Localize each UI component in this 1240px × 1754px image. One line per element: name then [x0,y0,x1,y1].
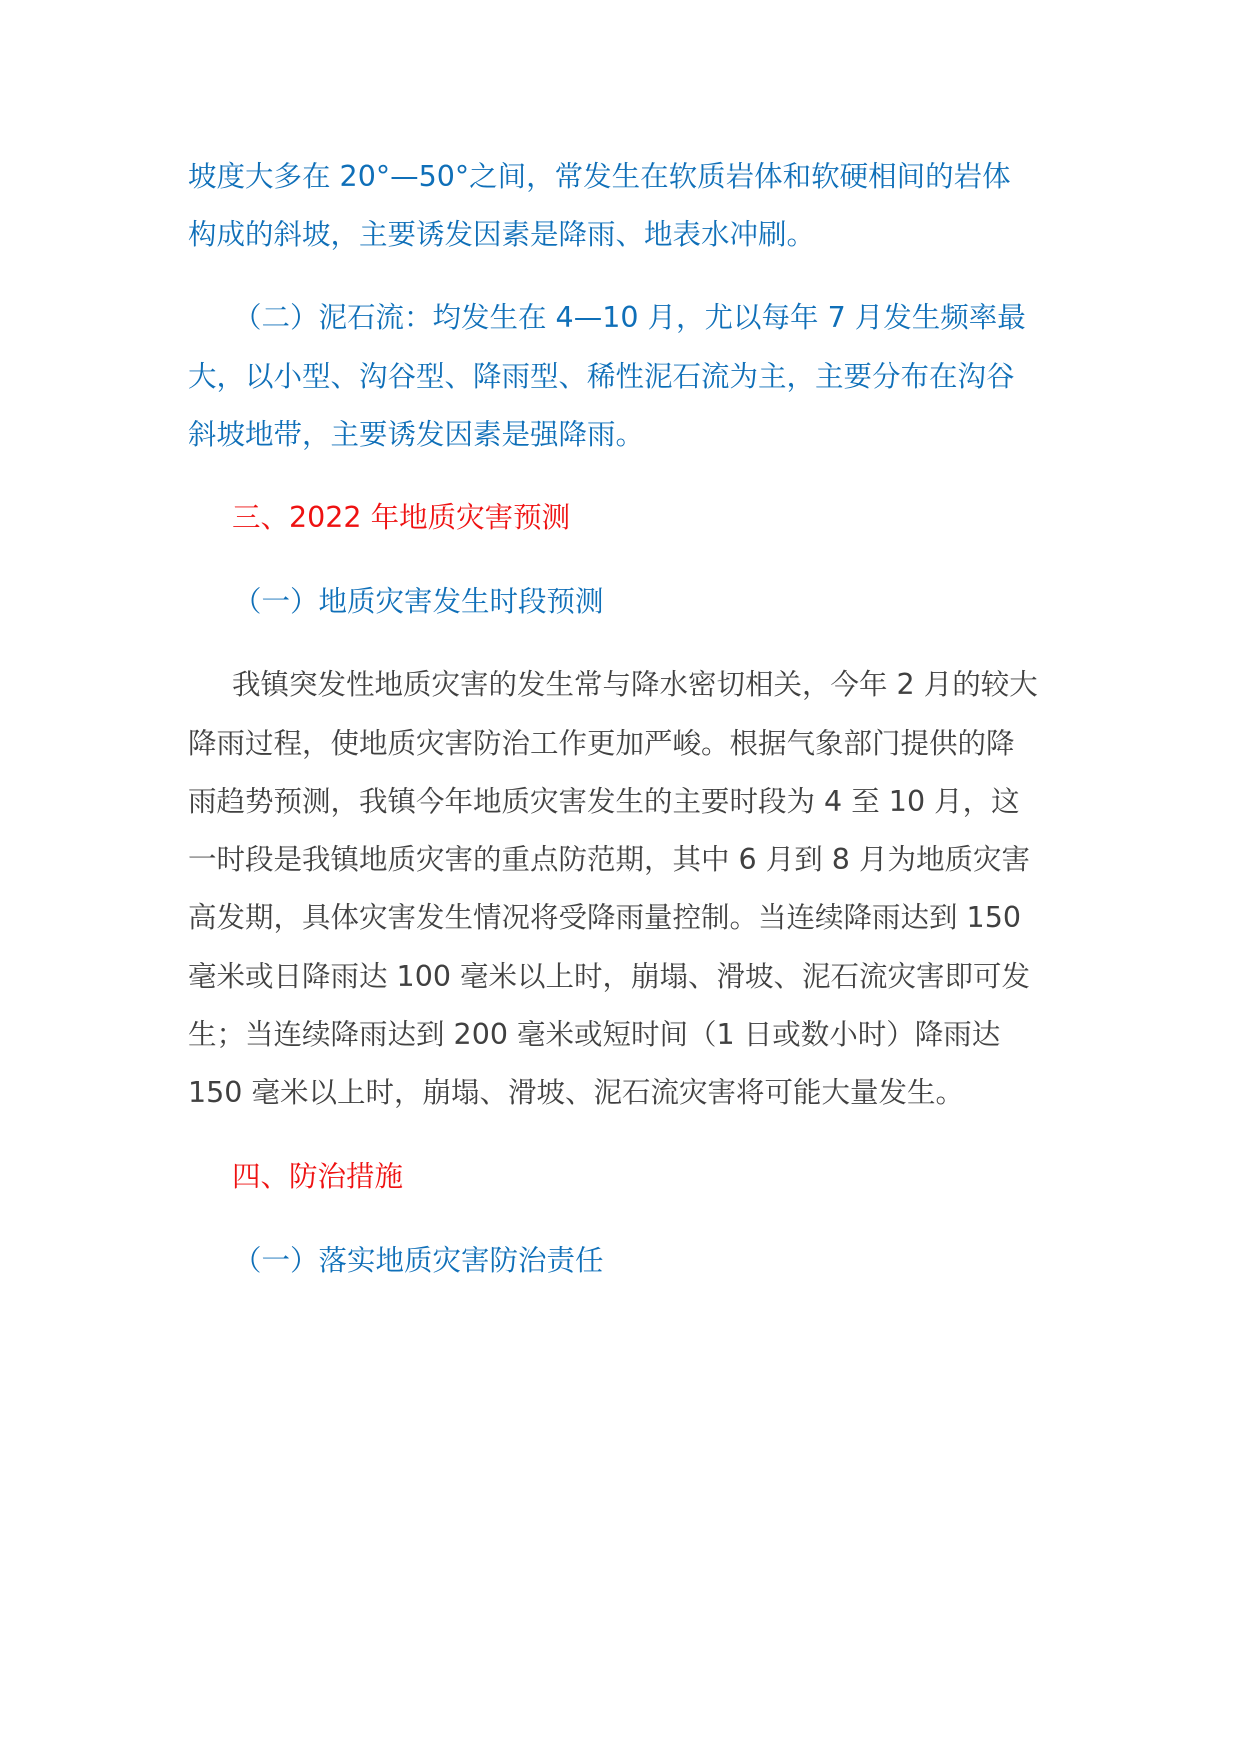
debris-flow-line-1: （二）泥石流：均发生在 4—10 月，尤以每年 7 月发生频率最 [233,301,1026,334]
forecast-paragraph-line-6: 毫米或日降雨达 100 毫米以上时，崩塌、滑坡、泥石流灾害即可发 [188,960,1031,993]
forecast-paragraph-line-1: 我镇突发性地质灾害的发生常与降水密切相关，今年 2 月的较大 [232,668,1038,701]
debris-flow-line-2: 大，以小型、沟谷型、降雨型、稀性泥石流为主，主要分布在沟谷 [188,360,1015,393]
forecast-paragraph-line-2: 降雨过程，使地质灾害防治工作更加严峻。根据气象部门提供的降 [188,727,1015,760]
heading-geological-hazard-forecast: 三、2022 年地质灾害预测 [232,501,571,534]
heading-prevention-measures: 四、防治措施 [232,1160,404,1193]
forecast-paragraph-line-8: 150 毫米以上时，崩塌、滑坡、泥石流灾害将可能大量发生。 [188,1076,964,1109]
debris-flow-line-3: 斜坡地带，主要诱发因素是强降雨。 [188,418,645,451]
subheading-implement-responsibility: （一）落实地质灾害防治责任 [233,1244,604,1277]
slope-text-line-1: 坡度大多在 20°—50°之间，常发生在软质岩体和软硬相间的岩体 [188,160,1011,193]
subheading-hazard-period-forecast: （一）地质灾害发生时段预测 [233,585,604,618]
forecast-paragraph-line-4: 一时段是我镇地质灾害的重点防范期，其中 6 月到 8 月为地质灾害 [188,843,1031,876]
forecast-paragraph-line-7: 生；当连续降雨达到 200 毫米或短时间（1 日或数小时）降雨达 [188,1018,1001,1051]
forecast-paragraph-line-3: 雨趋势预测，我镇今年地质灾害发生的主要时段为 4 至 10 月，这 [188,785,1020,818]
slope-text-line-2: 构成的斜坡，主要诱发因素是降雨、地表水冲刷。 [188,218,816,251]
forecast-paragraph-line-5: 高发期，具体灾害发生情况将受降雨量控制。当连续降雨达到 150 [188,901,1021,934]
